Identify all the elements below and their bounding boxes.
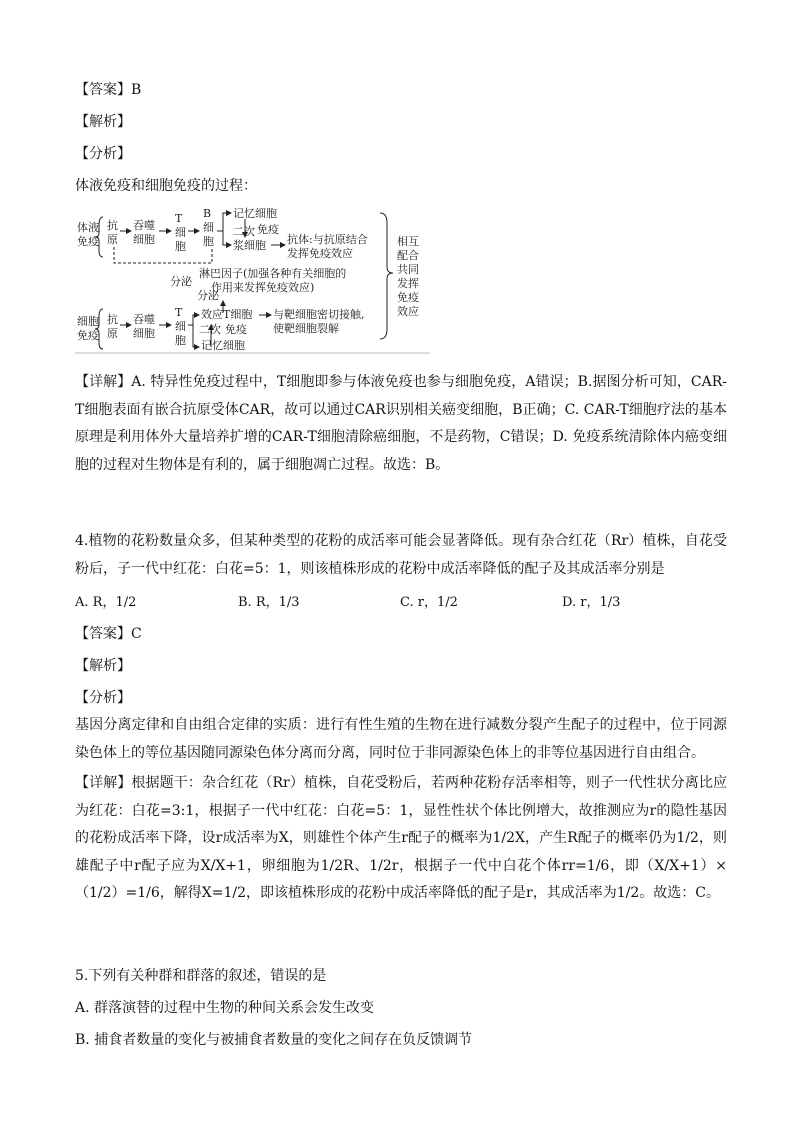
b-cell-1: B	[203, 207, 212, 220]
q4-answer: 【答案】C	[75, 626, 142, 642]
q5-option-a: A. 群落演替的过程中生物的种间关系会发生改变	[75, 1000, 375, 1016]
antibody-2: 发挥免疫效应	[287, 247, 353, 260]
antigen-2: 原	[107, 233, 118, 246]
cooperate-1: 相互	[397, 235, 419, 248]
q4-option-c: C. r，1/2	[400, 595, 458, 610]
memory-cell-bottom: 记忆细胞	[201, 339, 245, 352]
humoral-label-2: 免疫	[77, 235, 99, 248]
antigen-c-1: 抗	[107, 313, 118, 326]
effector-t-cell: 效应T细胞	[201, 308, 253, 321]
target-1: 与靶细胞密切接触,	[273, 308, 365, 321]
cooperate-5: 免疫	[397, 291, 419, 304]
diagram-intro: 体液免疫和细胞免疫的过程：	[75, 178, 257, 194]
q4-option-d: D. r，1/3	[562, 595, 621, 610]
q4-fenxi-label: 【分析】	[75, 690, 131, 706]
q4-question: 4.植物的花粉数量众多，但某种类型的花粉的成活率可能会显著降低。现有杂合红花（Rr）植株，自花受粉后，子一代中红花：白花=5：1，则该植株形成的花粉中成活率降低的配子及其成活率分别是	[75, 533, 727, 577]
second-immune-top-2: 免疫	[257, 223, 279, 236]
antibody-1: 抗体:与抗原结合	[287, 233, 368, 246]
phagocyte-2: 细胞	[133, 233, 155, 246]
b-cell-2: 细	[203, 221, 214, 234]
second-immune-top-1: 二次	[233, 225, 255, 238]
plasma-cell: 浆细胞	[233, 239, 266, 252]
q4-analysis-label: 【解析】	[75, 658, 131, 674]
phagocyte-c-1: 吞噬	[133, 313, 155, 326]
t-cell-3: 胞	[175, 240, 186, 253]
q4-detail: 【详解】根据题干：杂合红花（Rr）植株，自花受粉后，若两种花粉存活率相等，则子一代性状分离比应为红花：白花=3:1，根据子一代中红花：白花=5：1，显性性状个体比例增大，故推测应为r的隐性基因的花粉成活率下降，设r成活率为X，则雄性个体产生r配子的概率为1/2X，产生R配子的概率仍为1/2，则雄配子中r配子应为X/X+1，卵细胞为1/2R、1/2r，根据子一代中白花个体rr=1/6，即（X/X+1）×（1/2）=1/6，解得X=1/2，即该植株形成的花粉中成活率降低的配子是r，其成活率为1/2。故选：C。	[75, 775, 727, 901]
phagocyte-c-2: 细胞	[133, 327, 155, 340]
cellular-label-2: 免疫	[77, 329, 99, 342]
fenxi-label: 【分析】	[75, 146, 131, 162]
t-cell-c-1: T	[175, 306, 183, 319]
phagocyte-1: 吞噬	[133, 219, 155, 232]
humoral-label-1: 体液	[77, 221, 99, 234]
secrete-label-1: 分泌	[170, 275, 192, 288]
answer-label: 【答案】B	[75, 82, 142, 98]
q5-option-b: B. 捕食者数量的变化与被捕食者数量的变化之间存在负反馈调节	[75, 1032, 473, 1048]
q3-detail: 【详解】A. 特异性免疫过程中，T细胞即参与体液免疫也参与细胞免疫，A错误；B.据图分析可知，CAR-T细胞表面有嵌合抗原受体CAR，故可以通过CAR识别相关癌变细胞，B正确；C. CAR-T细胞疗法的基本原理是利用体外大量培养扩增的CAR-T细胞清除癌细胞，不是药物，C错误；D. 免疫系统清除体内癌变细胞的过程对生物体是有利的，属于细胞凋亡过程。故选：B。	[75, 374, 727, 473]
cooperate-3: 共同	[397, 263, 419, 276]
target-2: 使靶细胞裂解	[273, 322, 339, 335]
cooperate-4: 发挥	[397, 277, 419, 290]
q4-option-b: B. R，1/3	[238, 595, 300, 610]
cooperate-6: 效应	[397, 305, 419, 318]
q4-option-a: A. R，1/2	[75, 595, 137, 610]
t-cell-1: T	[175, 212, 183, 225]
second-immune-bottom-1: 二次	[199, 323, 221, 336]
immune-diagram	[75, 205, 430, 355]
secrete-label-2: 分泌	[197, 289, 219, 302]
lymphokine-2: 作用来发挥免疫效应)	[211, 281, 315, 294]
t-cell-2: 细	[175, 226, 186, 239]
cooperate-2: 配合	[397, 249, 419, 262]
q4-principle: 基因分离定律和自由组合定律的实质：进行有性生殖的生物在进行减数分裂产生配子的过程中，位于同源染色体上的等位基因随同源染色体分离而分离，同时位于非同源染色体上的非等位基因进行自由组合。	[75, 717, 727, 761]
t-cell-c-3: 胞	[175, 334, 186, 347]
analysis-label: 【解析】	[75, 114, 131, 130]
second-immune-bottom-2: 免疫	[225, 323, 247, 336]
q5-question: 5.下列有关种群和群落的叙述，错误的是	[75, 968, 327, 984]
cellular-label-1: 细胞	[77, 315, 99, 328]
lymphokine-1: 淋巴因子(加强各种有关细胞的	[199, 267, 347, 280]
antigen-c-2: 原	[107, 327, 118, 340]
b-cell-3: 胞	[203, 235, 214, 248]
t-cell-c-2: 细	[175, 320, 186, 333]
memory-cell-top: 记忆细胞	[233, 207, 277, 220]
antigen-1: 抗	[107, 219, 118, 232]
